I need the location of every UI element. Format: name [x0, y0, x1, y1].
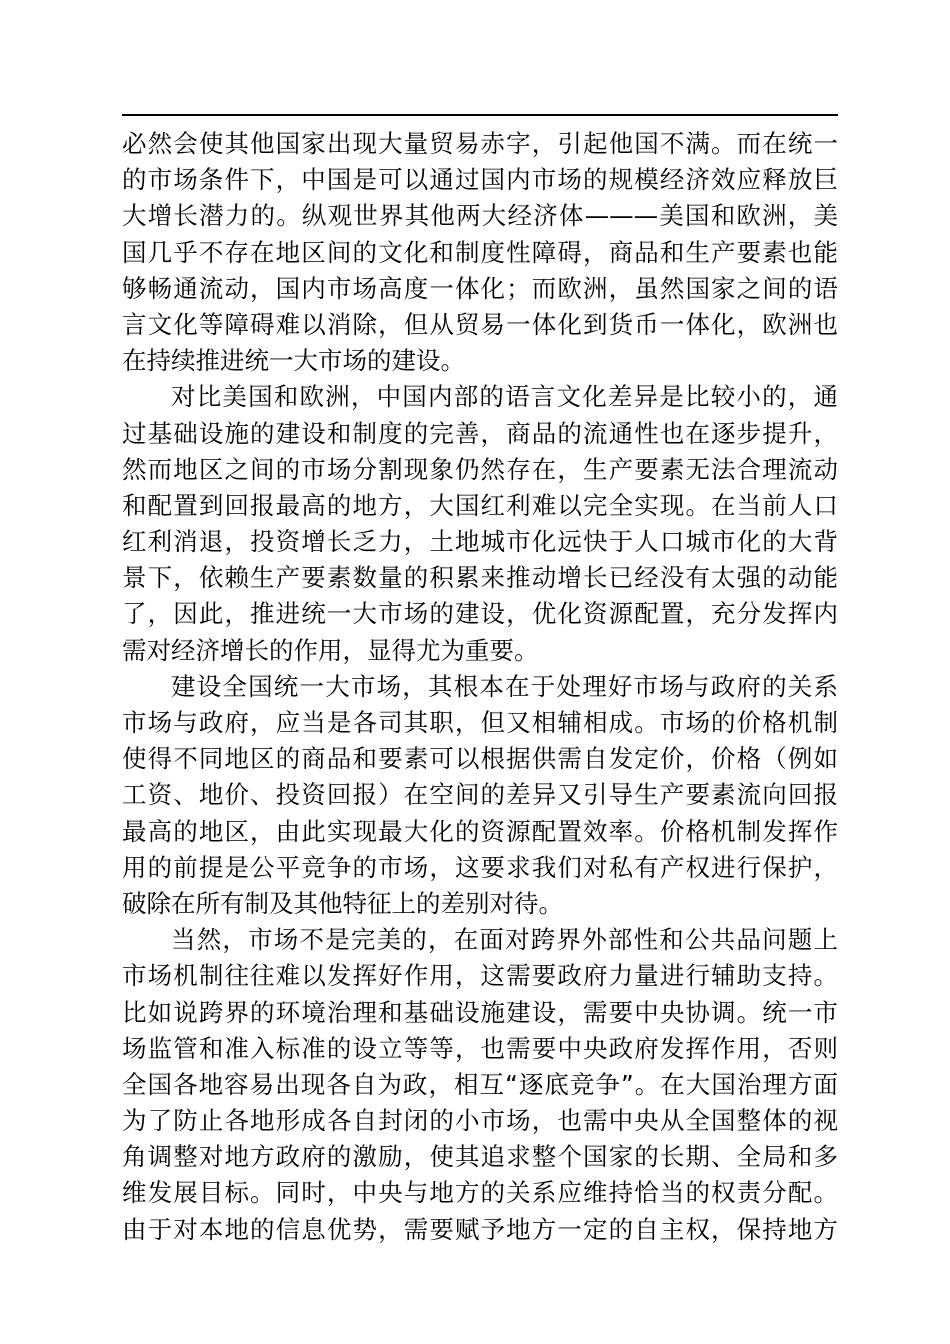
text-line: 市场机制往往难以发挥好作用，这需要政府力量进行辅助支持。: [122, 961, 838, 991]
text-line: 场监管和准入标准的设立等等，也需要中央政府发挥作用，否则: [122, 1033, 838, 1063]
text-line: 由于对本地的信息优势，需要赋予地方一定的自主权，保持地方: [122, 1214, 838, 1244]
text-line: 用的前提是公平竞争的市场，这要求我们对私有产权进行保护，: [122, 852, 838, 882]
body-text: [122, 126, 838, 1248]
paragraph-first-line: 对比美国和欧洲，中国内部的语言文化差异是比较小的，通: [171, 382, 838, 412]
text-line: 必然会使其他国家出现大量贸易赤字，引起他国不满。而在统一: [122, 129, 838, 158]
text-line: 了，因此，推进统一大市场的建设，优化资源配置，充分发挥内: [122, 599, 838, 629]
text-line: 工资、地价、投资回报）在空间的差异又引导生产要素流向回报: [122, 780, 838, 810]
text-line: 过基础设施的建设和制度的完善，商品的流通性也在逐步提升，: [122, 418, 838, 448]
paragraph-first-line: 建设全国统一大市场，其根本在于处理好市场与政府的关系: [171, 671, 838, 701]
text-line: 最高的地区，由此实现最大化的资源配置效率。价格机制发挥作: [122, 816, 838, 846]
text-line: 然而地区之间的市场分割现象仍然存在，生产要素无法合理流动: [122, 454, 838, 484]
text-line: 使得不同地区的商品和要素可以根据供需自发定价，价格（例如: [122, 744, 838, 774]
text-line: 为了防止各地形成各自封闭的小市场，也需中央从全国整体的视: [122, 1106, 838, 1136]
text-line: 红利消退，投资增长乏力，土地城市化远快于人口城市化的大背: [122, 527, 838, 557]
header-rule: [122, 114, 838, 116]
text-line: 比如说跨界的环境治理和基础设施建设，需要中央协调。统一市: [122, 997, 838, 1027]
text-line: 景下，依赖生产要素数量的积累来推动增长已经没有太强的动能: [122, 563, 838, 593]
text-line: 国几乎不存在地区间的文化和制度性障碍，商品和生产要素也能: [122, 237, 838, 267]
text-line: 的市场条件下，中国是可以通过国内市场的规模经济效应释放巨: [122, 165, 838, 195]
text-line: 大增长潜力的。纵观世界其他两大经济体———美国和欧洲，美: [122, 201, 838, 231]
text-line: 言文化等障碍难以消除，但从贸易一体化到货币一体化，欧洲也: [122, 309, 838, 339]
text-line: 维发展目标。同时，中央与地方的关系应维持恰当的权责分配。: [122, 1178, 838, 1208]
paragraph-first-line: 当然，市场不是完美的，在面对跨界外部性和公共品问题上: [171, 925, 838, 955]
text-line: 角调整对地方政府的激励，使其追求整个国家的长期、全局和多: [122, 1142, 838, 1172]
text-line: 和配置到回报最高的地方，大国红利难以完全实现。在当前人口: [122, 490, 838, 520]
text-line: 全国各地容易出现各自为政，相互“逐底竞争”。在大国治理方面: [122, 1069, 838, 1099]
text-line: 破除在所有制及其他特征上的差别对待。: [122, 888, 563, 918]
text-line: 够畅通流动，国内市场高度一体化；而欧洲，虽然国家之间的语: [122, 273, 838, 303]
text-line: 市场与政府，应当是各司其职，但又相辅相成。市场的价格机制: [122, 708, 838, 737]
text-line: 需对经济增长的作用，显得尤为重要。: [122, 635, 539, 665]
text-line: 在持续推进统一大市场的建设。: [122, 346, 465, 376]
